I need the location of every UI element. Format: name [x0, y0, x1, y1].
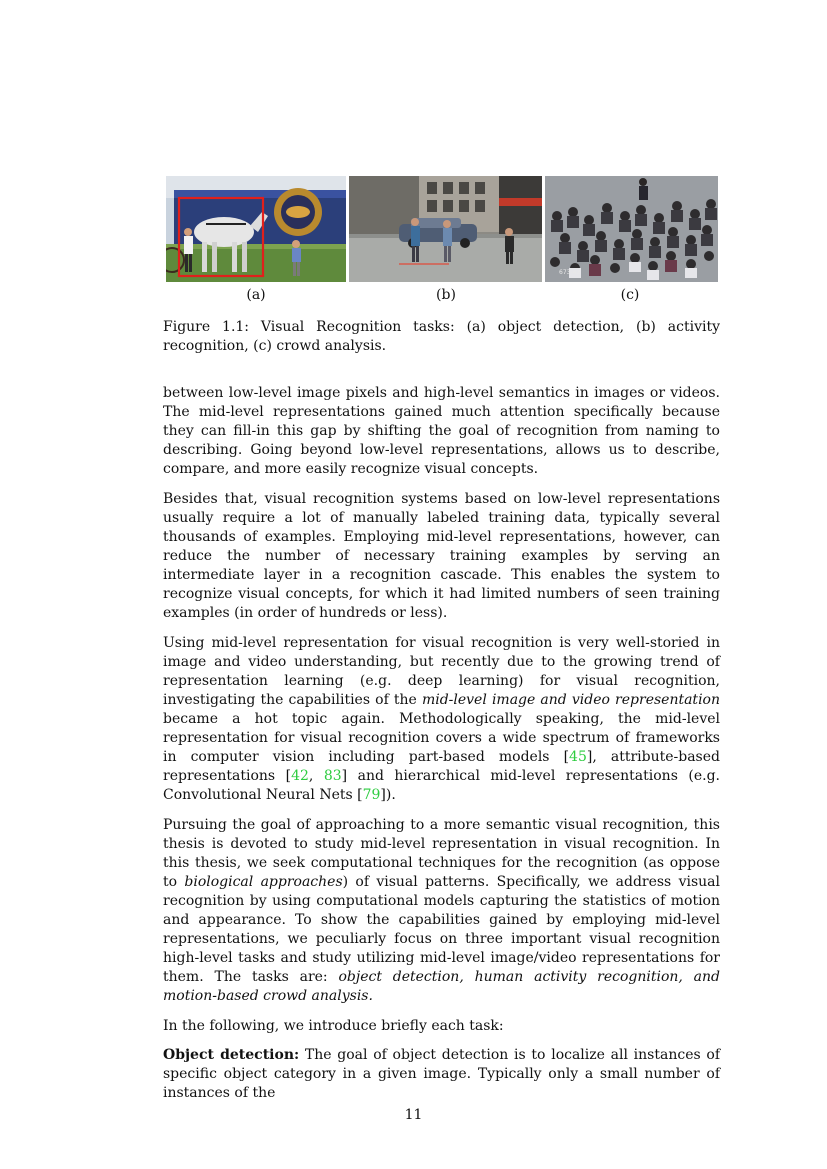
body-text — [163, 384, 720, 1114]
paragraph-6 — [163, 1046, 720, 1103]
citation-link-79[interactable]: 79 — [362, 787, 381, 803]
paragraph-3 — [163, 634, 720, 805]
paragraph-2: Besides that, visual recognition systems based on low-level representations usually require a lot of manually labeled training data, typically several thousands of examples. Employing mid-level representations, however, can reduce the number of necessary training examples by serving an intermediate layer in a recognition cascade. This enables the system to recognize visual concepts, for which it had limited numbers of seen training examples (in order of hundreds or less). — [163, 491, 720, 621]
paragraph-4-emphasis-tasks: object detection, human activity recognition, and motion-based crowd analysis. — [163, 969, 720, 1004]
paragraph-6-text: The goal of object detection is to localize all instances of specific object category in a given image. Typically only a small number of instances of the — [163, 1047, 721, 1101]
figure-panel-b-image — [349, 176, 542, 282]
figure-panel-c-image — [545, 176, 718, 282]
page-number: 11 — [404, 1107, 423, 1123]
paragraph-4-text: ) of visual patterns. Specifically, we address visual recognition by using computational models capturing the statistics of motion and appearance. To show the capabilities gained by employing mid-level representations, we peculiarly focus on three important visual recognition high-level tasks and study utilizing mid-level image/video representations for them. The tasks are: — [163, 874, 720, 985]
figure-1-1 — [166, 176, 718, 303]
panel-c-frame-number: 673-42 — [559, 269, 581, 276]
paragraph-3-emphasis: mid-level image and video representation — [421, 692, 720, 708]
paragraph-1: between low-level image pixels and high-level semantics in images or videos. The mid-level representations gained much attention specifically because they can fill-in this gap by shifting the goal of recognition from naming to describing. Going beyond low-level representations, allows us to describe, compare, and more easily recognize visual concepts. — [163, 385, 720, 477]
subfigure-label-b: (b) — [436, 287, 456, 303]
paragraph-4-emphasis: biological approaches — [184, 874, 343, 890]
paragraph-4 — [163, 816, 720, 1006]
paragraph-3-text: ], attribute-based representations [ — [163, 749, 720, 784]
paragraph-3-text: , — [308, 768, 324, 784]
paragraph-3-text: ] and hierarchical mid-level representations (e.g. Convolutional Neural Nets [ — [163, 768, 720, 803]
figure-caption: Figure 1.1: Visual Recognition tasks: (a) object detection, (b) activity recognition, (c) crowd analysis. — [163, 319, 720, 354]
subfigure-label-a: (a) — [246, 287, 266, 303]
citation-link-42[interactable]: 42 — [291, 768, 309, 784]
paragraph-4-text: Pursuing the goal of approaching to a more semantic visual recognition, this thesis is devoted to study mid-level representation in visual recognition. In this thesis, we seek computational techniques for the recognition (as oppose to — [163, 817, 720, 890]
paragraph-6-heading: Object detection: — [163, 1047, 300, 1063]
paragraph-5: In the following, we introduce briefly each task: — [163, 1018, 504, 1034]
paragraph-3-text: Using mid-level representation for visual recognition is very well-storied in image and video understanding, but recently due to the growing trend of representation learning (e.g. deep learning) for visual recognition, investigating the capabilities of the — [163, 635, 720, 708]
figure-panels — [166, 176, 718, 282]
citation-link-45[interactable]: 45 — [569, 749, 587, 765]
paragraph-3-text: became a hot topic again. Methodologically speaking, the mid-level representation for visual recognition covers a wide spectrum of frameworks in computer vision including part-based models [ — [163, 711, 720, 765]
citation-link-83[interactable]: 83 — [323, 768, 342, 784]
subfigure-label-c: (c) — [620, 287, 640, 303]
figure-panel-a-image — [166, 176, 346, 282]
paragraph-3-text: ]). — [380, 787, 396, 803]
